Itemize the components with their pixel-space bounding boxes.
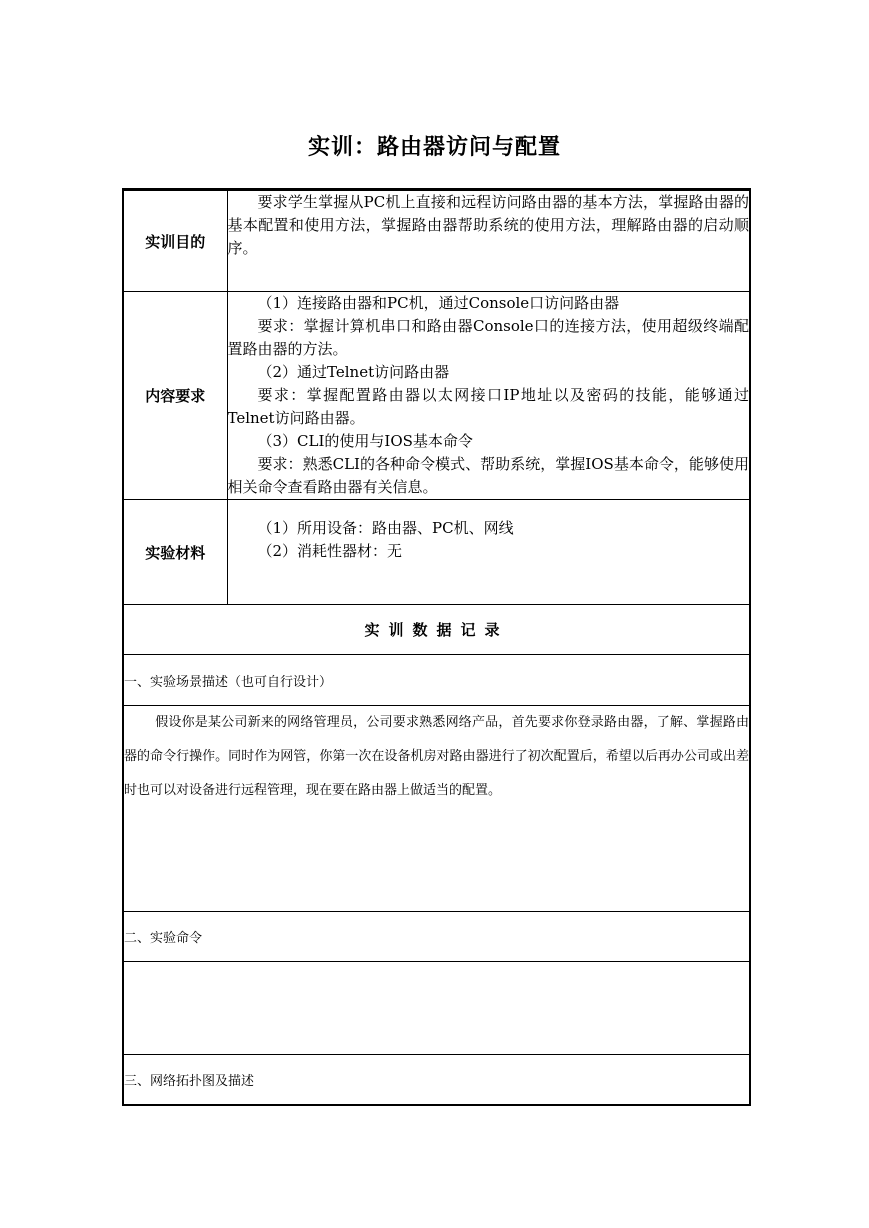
commands-label-row (123, 912, 750, 962)
requirement-detail: 要求：掌握计算机串口和路由器Console口的连接方法，使用超级终端配置路由器的方法。 (227, 317, 749, 358)
page-title: 实训：路由器访问与配置 (307, 135, 561, 160)
materials-row (123, 500, 750, 605)
requirement-detail: 要求：掌握配置路由器以太网接口IP地址以及密码的技能，能够通过Telnet访问路由器。 (227, 386, 749, 427)
requirement-detail: 要求：熟悉CLI的各种命令模式、帮助系统，掌握IOS基本命令，能够使用相关命令查看路由器有关信息。 (227, 455, 749, 496)
material-item: （1）所用设备：路由器、PC机、网线 (257, 519, 514, 537)
record-heading-row (123, 605, 750, 655)
scenario-text: 假设你是某公司新来的网络管理员，公司要求熟悉网络产品，首先要求你登录路由器，了解、掌握路由器的命令行操作。同时作为网管，你第一次在设备机房对路由器进行了初次配置后，希望以后再办公司或出差时也可以对设备进行远程管理，现在要在路由器上做适当的配置。 (124, 715, 749, 798)
purpose-content (227, 190, 750, 292)
scenario-content (123, 706, 750, 912)
scenario-text-row (123, 706, 750, 912)
training-table (122, 188, 751, 1106)
materials-label: 实验材料 (123, 500, 227, 605)
purpose-text: 要求学生掌握从PC机上直接和远程访问路由器的基本方法，掌握路由器的基本配置和使用方法，掌握路由器帮助系统的使用方法，理解路由器的启动顺序。 (227, 193, 749, 257)
requirement-item: （3）CLI的使用与IOS基本命令 (257, 432, 473, 450)
requirements-content (227, 292, 750, 500)
record-heading: 实训数据记录 (123, 605, 750, 655)
scenario-label: 一、实验场景描述（也可自行设计） (123, 655, 750, 706)
topology-label-row (123, 1055, 750, 1105)
commands-area (123, 962, 750, 1055)
commands-empty-row (123, 962, 750, 1055)
requirements-row (123, 292, 750, 500)
material-item: （2）消耗性器材：无 (257, 542, 403, 560)
requirements-label: 内容要求 (123, 292, 227, 500)
purpose-label: 实训目的 (123, 190, 227, 292)
purpose-row (123, 190, 750, 292)
commands-label: 二、实验命令 (123, 912, 750, 962)
requirement-item: （1）连接路由器和PC机，通过Console口访问路由器 (257, 294, 620, 312)
materials-content (227, 500, 750, 605)
scenario-label-row (123, 655, 750, 706)
topology-label: 三、网络拓扑图及描述 (123, 1055, 750, 1105)
requirement-item: （2）通过Telnet访问路由器 (257, 363, 450, 381)
